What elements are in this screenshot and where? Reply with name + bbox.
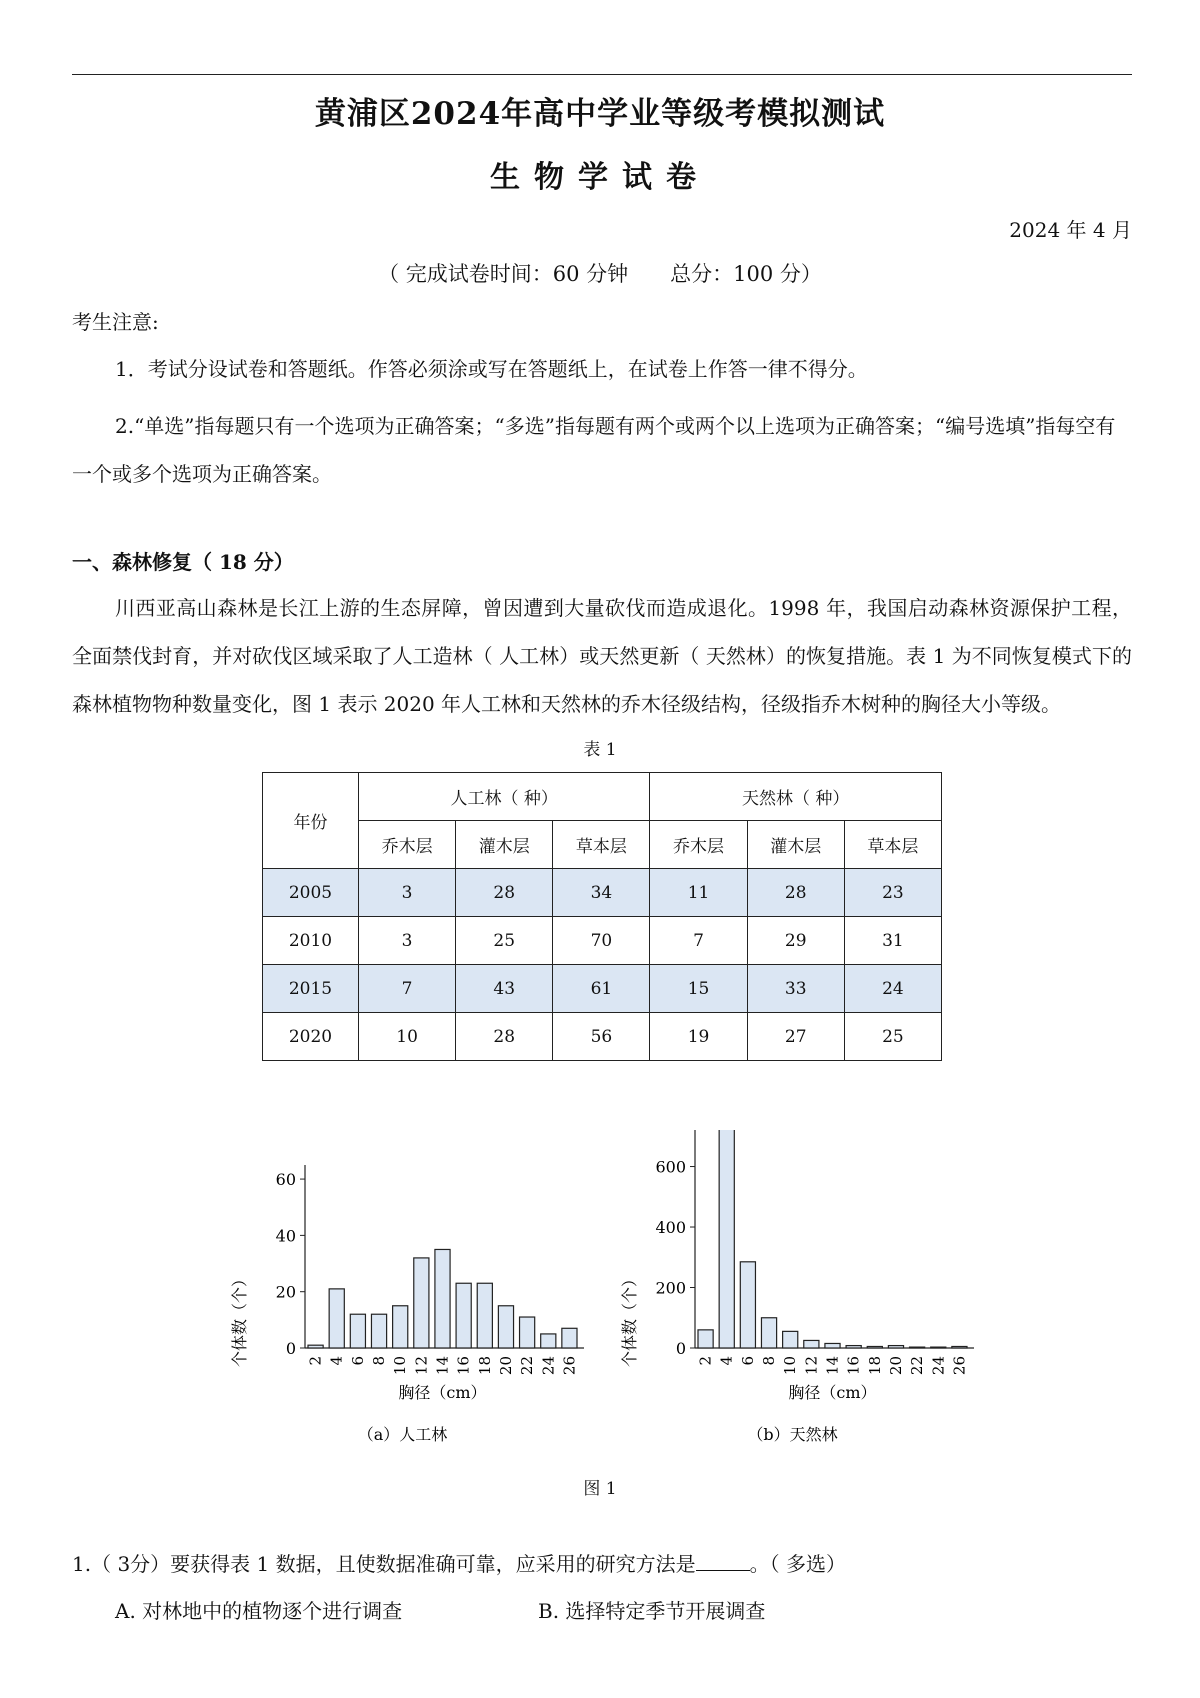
table-cell: 15 <box>650 965 747 1013</box>
x-tick-label: 8 <box>370 1356 389 1366</box>
chart-subcaption: （b）天然林 <box>747 1425 838 1444</box>
histogram-bar <box>846 1346 861 1348</box>
exam-subtitle: 生物学试卷 <box>490 160 710 195</box>
x-tick-label: 12 <box>802 1356 821 1376</box>
x-tick-label: 6 <box>738 1356 757 1366</box>
histogram-bar <box>761 1318 776 1348</box>
table-cell: 2015 <box>263 965 359 1013</box>
table-cell: 25 <box>456 917 553 965</box>
layer-header: 草本层 <box>844 821 941 869</box>
x-tick-label: 14 <box>823 1356 842 1376</box>
y-tick-label: 0 <box>675 1339 686 1358</box>
table-cell: 28 <box>456 869 553 917</box>
y-tick-label: 40 <box>275 1226 296 1246</box>
table-row <box>263 1013 942 1061</box>
x-tick-label: 18 <box>865 1356 884 1376</box>
histogram-bar <box>541 1334 556 1348</box>
table-row <box>263 917 942 965</box>
table-cell: 2020 <box>263 1013 359 1061</box>
x-tick-label: 20 <box>886 1356 905 1376</box>
y-tick-label: 0 <box>285 1339 296 1358</box>
histogram-bar <box>477 1283 492 1348</box>
histogram-bar <box>414 1258 429 1348</box>
table-caption: 表 1 <box>583 740 617 760</box>
table-cell: 56 <box>553 1013 650 1061</box>
x-tick-label: 8 <box>760 1356 779 1366</box>
layer-header: 乔木层 <box>650 821 747 869</box>
table-cell: 11 <box>650 869 747 917</box>
time-info: （ 完成试卷时间：60 分钟 总分：100 分） <box>378 262 822 286</box>
option-a[interactable]: A. 对林地中的植物逐个进行调查 <box>115 1599 403 1623</box>
figure-caption: 图 1 <box>583 1479 617 1499</box>
notice-item-2: 2.“单选”指每题只有一个选项为正确答案；“多选”指每题有两个或两个以上选项为正确答案；“编号选填”指每空有一个或多个选项为正确答案。 <box>72 414 1116 486</box>
group-header-planted: 人工林（ 种） <box>359 773 650 821</box>
x-tick-label: 2 <box>696 1356 715 1366</box>
histogram-bar <box>888 1346 903 1348</box>
histogram-bar <box>562 1328 577 1348</box>
option-b[interactable]: B. 选择特定季节开展调查 <box>538 1599 766 1623</box>
x-tick-label: 14 <box>433 1356 452 1376</box>
question-1-suffix: 。（ 多选） <box>749 1552 846 1576</box>
answer-blank[interactable] <box>696 1554 750 1571</box>
table-cell: 19 <box>650 1013 747 1061</box>
histogram-bar <box>825 1343 840 1348</box>
histogram-bar <box>371 1314 386 1348</box>
histogram-bar <box>783 1331 798 1348</box>
table-cell: 7 <box>359 965 456 1013</box>
histogram-bar <box>329 1289 344 1348</box>
table-cell: 27 <box>747 1013 844 1061</box>
x-tick-label: 12 <box>412 1356 431 1376</box>
layer-header: 灌木层 <box>747 821 844 869</box>
group-header-natural: 天然林（ 种） <box>650 773 942 821</box>
question-1-stem <box>72 1550 846 1578</box>
notice-title: 考生注意: <box>72 310 159 334</box>
x-tick-label: 26 <box>950 1356 969 1376</box>
x-tick-label: 2 <box>306 1356 325 1366</box>
histogram-bar <box>804 1340 819 1348</box>
y-tick-label: 200 <box>655 1278 686 1298</box>
table-cell: 28 <box>747 869 844 917</box>
x-tick-label: 24 <box>539 1356 558 1376</box>
section-heading: 一、森林修复（ 18 分） <box>72 550 294 574</box>
table-cell: 31 <box>844 917 941 965</box>
top-rule <box>72 74 1132 75</box>
x-axis-label: 胸径（cm） <box>788 1383 877 1402</box>
y-tick-label: 400 <box>655 1218 686 1238</box>
x-tick-label: 24 <box>929 1356 948 1376</box>
y-axis-label: 个体数（个） <box>620 1270 639 1368</box>
layer-header: 灌木层 <box>456 821 553 869</box>
table-cell: 61 <box>553 965 650 1013</box>
table-cell: 24 <box>844 965 941 1013</box>
histogram-bar <box>719 1130 734 1348</box>
histogram-bar <box>910 1347 925 1348</box>
table-cell: 25 <box>844 1013 941 1061</box>
table-cell: 7 <box>650 917 747 965</box>
table-cell: 2010 <box>263 917 359 965</box>
table-cell: 10 <box>359 1013 456 1061</box>
x-tick-label: 16 <box>844 1356 863 1376</box>
histogram-bar <box>867 1346 882 1348</box>
histogram-bar <box>435 1249 450 1348</box>
y-tick-label: 600 <box>655 1157 686 1177</box>
exam-date: 2024 年 4 月 <box>1009 218 1132 242</box>
chart-subcaption: （a）人工林 <box>357 1425 448 1444</box>
table-cell: 34 <box>553 869 650 917</box>
histogram-bar <box>308 1345 323 1348</box>
x-tick-label: 10 <box>391 1356 410 1376</box>
table-row <box>263 869 942 917</box>
x-tick-label: 10 <box>781 1356 800 1376</box>
histogram-bar <box>350 1314 365 1348</box>
histogram-bar <box>520 1317 535 1348</box>
x-tick-label: 16 <box>454 1356 473 1376</box>
histogram-bar <box>952 1346 967 1348</box>
x-tick-label: 26 <box>560 1356 579 1376</box>
table-cell: 2005 <box>263 869 359 917</box>
table-cell: 3 <box>359 917 456 965</box>
x-tick-label: 4 <box>327 1356 346 1366</box>
y-tick-label: 60 <box>275 1170 296 1190</box>
table-cell: 33 <box>747 965 844 1013</box>
notice-item-1: 1．考试分设试卷和答题纸。作答必须涂或写在答题纸上，在试卷上作答一律不得分。 <box>115 357 868 381</box>
histogram-bar <box>698 1330 713 1348</box>
histogram-bar <box>498 1306 513 1348</box>
section-paragraph: 川西亚高山森林是长江上游的生态屏障，曾因遭到大量砍伐而造成退化。1998 年，我国启动森林资源保护工程，全面禁伐封育，并对砍伐区域采取了人工造林（ 人工林）或天然更新（ 天然林）的恢复措施。表 1 为不同恢复模式下的森林植物物种数量变化，图 1 表示 2020 年人工林和天然林的乔木径级结构，径级指乔木树种的胸径大小等级。 <box>72 596 1132 716</box>
x-tick-label: 22 <box>518 1356 537 1376</box>
table-cell: 70 <box>553 917 650 965</box>
histogram-bar <box>931 1347 946 1348</box>
x-tick-label: 18 <box>475 1356 494 1376</box>
x-axis-label: 胸径（cm） <box>398 1383 487 1402</box>
year-header: 年份 <box>263 773 359 869</box>
table-cell: 28 <box>456 1013 553 1061</box>
histogram-bar <box>740 1262 755 1348</box>
x-tick-label: 4 <box>717 1356 736 1366</box>
layer-header: 草本层 <box>553 821 650 869</box>
table-cell: 3 <box>359 869 456 917</box>
figure-1-charts <box>0 1130 1200 1470</box>
x-tick-label: 6 <box>348 1356 367 1366</box>
x-tick-label: 22 <box>908 1356 927 1376</box>
exam-title: 黄浦区2024年高中学业等级考模拟测试 <box>314 96 886 132</box>
question-1-text: 1.（ 3分）要获得表 1 数据，且使数据准确可靠，应采用的研究方法是 <box>72 1552 696 1576</box>
species-table <box>262 772 942 1061</box>
y-axis-label: 个体数（个） <box>230 1270 249 1368</box>
y-tick-label: 20 <box>275 1282 296 1302</box>
histogram-bar <box>393 1306 408 1348</box>
table-row <box>263 965 942 1013</box>
table-cell: 29 <box>747 917 844 965</box>
table-cell: 23 <box>844 869 941 917</box>
histogram-bar <box>456 1283 471 1348</box>
x-tick-label: 20 <box>496 1356 515 1376</box>
layer-header: 乔木层 <box>359 821 456 869</box>
table-cell: 43 <box>456 965 553 1013</box>
